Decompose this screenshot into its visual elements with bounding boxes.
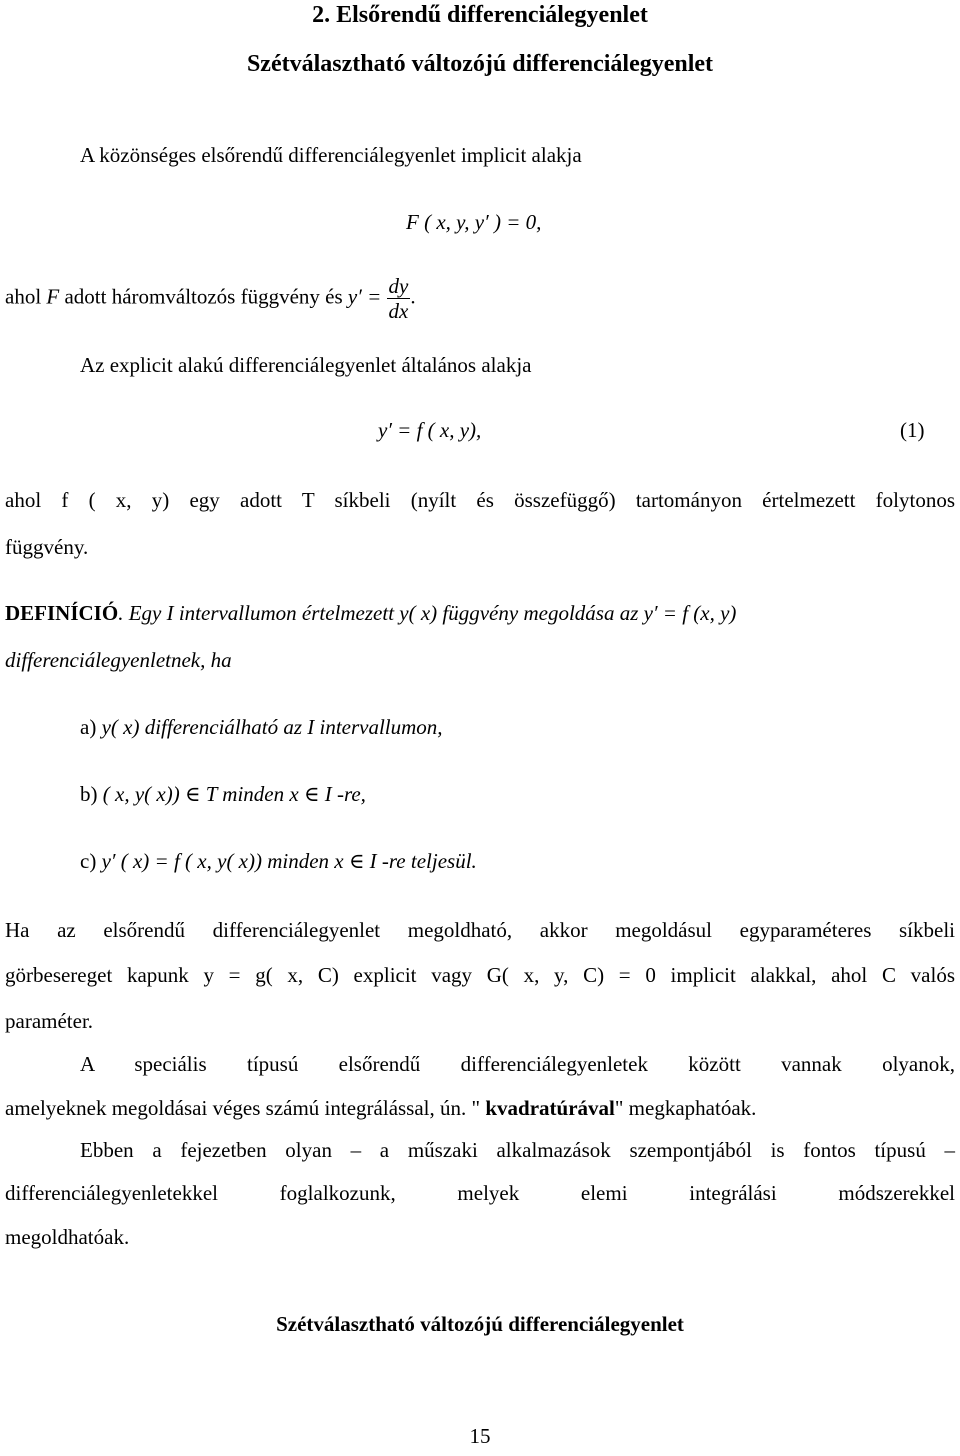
implicit-form-text: A közönséges elsőrendű differenciálegyenlet implicit alakja [80,143,582,167]
definition-label: DEFINÍCIÓ [5,601,119,625]
where-F-line: ahol F adott háromváltozós függvény és y′ = $\frac{dy}{dx}$ . [5,274,416,324]
where-f-line-2: függvény. [5,535,89,559]
derivative-fraction: $\frac{dy}{dx}$ [388,274,409,324]
paragraph-2-line-1: A speciális típusú elsőrendű differenciálegyenletek között vannak olyanok, [80,1052,955,1076]
paragraph-2-line-2: amelyeknek megoldásai véges számú integrálással, ún. " kvadratúrával" megkaphatóak. [5,1096,757,1120]
paragraph-3-line-2: differenciálegyenletekkel foglalkozunk, melyek elemi integrálási módszerekkel [5,1181,955,1205]
paragraph-3-line-3: megoldhatóak. [5,1225,130,1249]
definition-item-c: c) y′ ( x) = f ( x, y( x)) minden x ∈ I -re teljesül. [80,849,477,873]
definition-line-1: DEFINÍCIÓ. Egy I intervallumon értelmezett y( x) függvény megoldása az y′ = f (x, y) [5,601,737,625]
page-number: 15 [469,1424,491,1448]
section-heading: Szétválasztható változójú differenciálegyenlet [246,51,714,77]
paragraph-1-line-1: Ha az elsőrendű differenciálegyenlet megoldható, akkor megoldásul egyparaméteres síkbeli [5,918,955,942]
paragraph-1-line-3: paraméter. [5,1009,94,1033]
where-f-line: ahol f ( x, y) egy adott T síkbeli (nyílt és összefüggő) tartományon értelmezett folytonos [5,488,955,512]
bottom-section-heading: Szétválasztható változójú differenciálegyenlet [276,1312,684,1336]
definition-line-2: differenciálegyenletnek, ha [5,648,232,672]
explicit-formula: y′ = f ( x, y), [378,418,482,442]
implicit-formula: F ( x, y, y′ ) = 0, [406,210,542,234]
definition-item-a: a) y( x) differenciálható az I intervallumon, [80,715,443,739]
paragraph-3-line-1: Ebben a fejezetben olyan – a műszaki alkalmazások szempontjából is fontos típusú – [80,1138,955,1162]
kvadratura-term: kvadratúrával [485,1096,615,1120]
definition-item-b: b) ( x, y( x)) ∈ T minden x ∈ I -re, [80,782,366,806]
chapter-heading: 2. Elsőrendű differenciálegyenlet [312,2,648,28]
paragraph-1-line-2: görbesereget kapunk y = g( x, C) explicit vagy G( x, y, C) = 0 implicit alakkal, ahol C valós [5,963,955,987]
explicit-form-text: Az explicit alakú differenciálegyenlet általános alakja [80,353,532,377]
equation-number: (1) [900,418,925,442]
